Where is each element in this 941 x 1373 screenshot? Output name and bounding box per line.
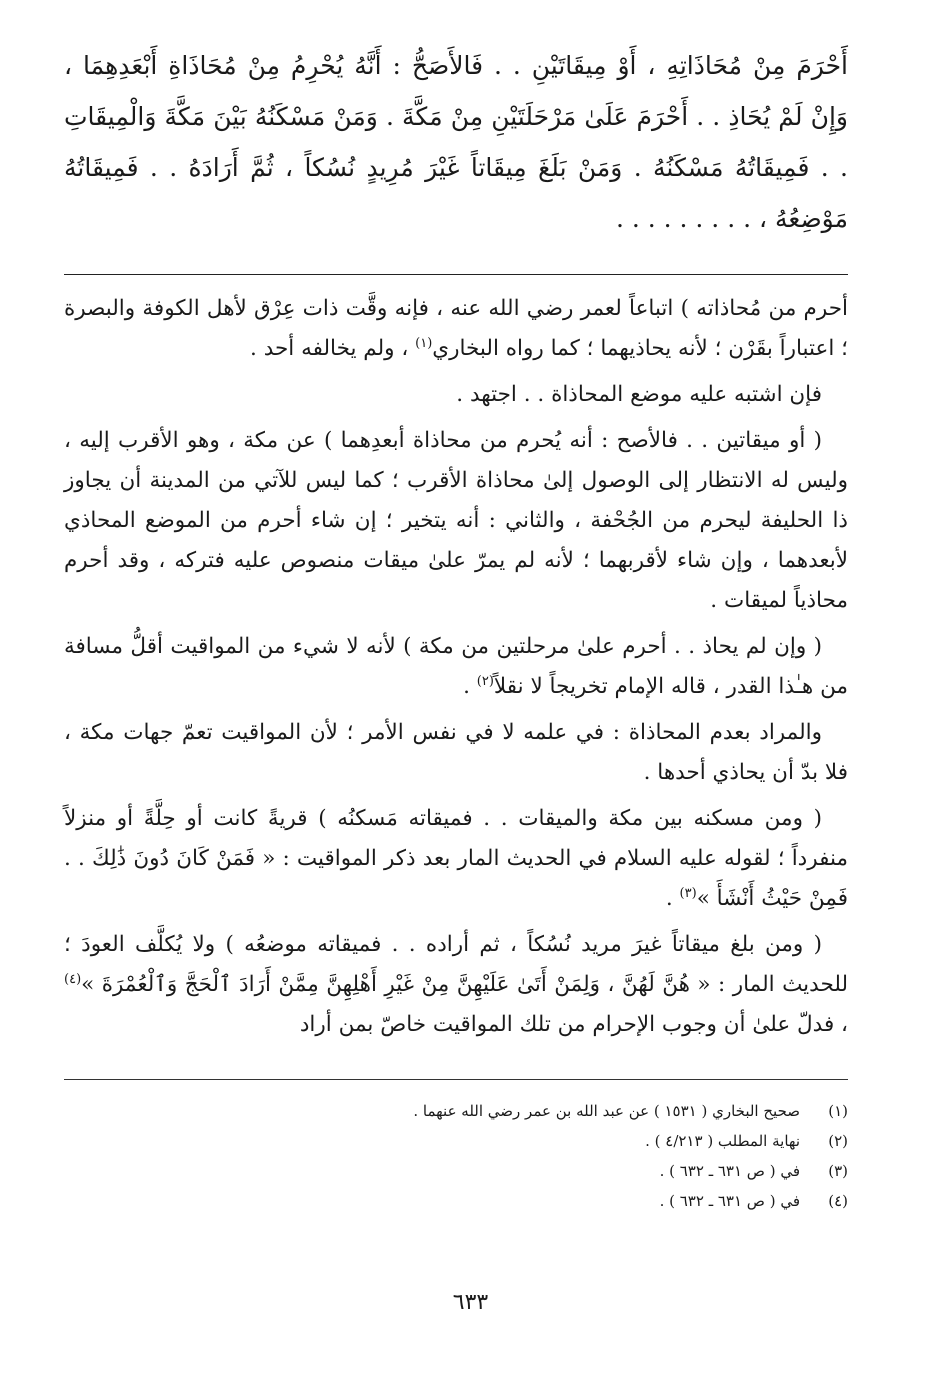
paragraph-tail: . <box>463 674 477 699</box>
footnote-text: في ( ص ٦٣١ ـ ٦٣٢ ) . <box>659 1192 800 1210</box>
commentary-paragraph <box>64 421 848 621</box>
paragraph-text: أحرم من مُحاذاته ) اتباعاً لعمر رضي الله عنه ، فإنه وقَّت ذات عِرْق لأهل الكوفة والبصرة ؛ اعتباراً بقَرْن ؛ لأنه يحاذيهما ؛ كما رواه البخاري <box>64 296 848 361</box>
footnote-number: (١) <box>828 1102 848 1120</box>
footnote-text: صحيح البخاري ( ١٥٣١ ) عن عبد الله بن عمر رضي الله عنهما . <box>413 1102 800 1120</box>
footnote-separator <box>64 1079 848 1080</box>
paragraph-text: والمراد بعدم المحاذاة : في علمه لا في نفس الأمر ؛ لأن المواقيت تعمّ جهات مكة ، فلا بدّ أن يحاذي أحدها . <box>64 720 848 785</box>
footnote-item <box>64 1126 848 1156</box>
matn-text: أَحْرَمَ مِنْ مُحَاذَاتِهِ ، أَوْ مِيقَاتَيْنِ . . فَالأَصَحُّ : أَنَّهُ يُحْرِمُ مِنْ مُحَاذَاةِ أَبْعَدِهِمَا ، وَإِنْ لَمْ يُحَاذِ . . أَحْرَمَ عَلَىٰ مَرْحَلَتَيْنِ مِنْ مَكَّةَ . وَمَنْ مَسْكَنُهُ بَيْنَ مَكَّةَ وَالْمِيقَاتِ . . فَمِيقَاتُهُ مَسْكَنُهُ . وَمَنْ بَلَغَ مِيقَاتاً غَيْرَ مُرِيدٍ نُسُكاً ، ثُمَّ أَرَادَهُ . . فَمِيقَاتُهُ مَوْضِعُهُ ، . . . . . . . . . <box>64 51 848 233</box>
footnote-ref[interactable]: (١) <box>415 335 433 351</box>
footnote-number: (٤) <box>828 1192 848 1210</box>
page-body <box>64 40 848 1216</box>
footnote-ref[interactable]: (٢) <box>476 673 494 689</box>
commentary-paragraph <box>64 627 848 707</box>
paragraph-tail: . <box>665 886 680 911</box>
commentary <box>64 289 848 1045</box>
footnote-item <box>64 1186 848 1216</box>
commentary-paragraph <box>64 799 848 919</box>
footnote-ref[interactable]: (٤) <box>64 971 82 987</box>
commentary-paragraph <box>64 289 848 369</box>
paragraph-text: ( وإن لم يحاذ . . أحرم علىٰ مرحلتين من مكة ) لأنه لا شيء من المواقيت أقلُّ مسافة من هـٰذا القدر ، قاله الإمام تخريجاً لا نقلاً <box>64 634 848 699</box>
commentary-paragraph <box>64 375 848 415</box>
footnote-item <box>64 1156 848 1186</box>
paragraph-tail: ، ولم يخالفه أحد . <box>250 336 416 361</box>
footnotes <box>64 1096 848 1216</box>
paragraph-text: ( ومن بلغ ميقاتاً غيرَ مريد نُسُكاً ، ثم أراده . . فميقاته موضعُه ) ولا يُكلَّف العودَ ؛ للحديث المار : « هُنَّ لَهُنَّ ، وَلِمَنْ أَتَىٰ عَلَيْهِنَّ مِنْ غَيْرِ أَهْلِهِنَّ مِمَّنْ أَرَادَ ٱلْحَجَّ وَٱلْعُمْرَةَ » <box>64 932 848 997</box>
footnote-number: (٢) <box>828 1132 848 1150</box>
commentary-paragraph <box>64 925 848 1045</box>
footnote-ref[interactable]: (٣) <box>679 885 697 901</box>
footnote-item <box>64 1096 848 1126</box>
footnote-number: (٣) <box>828 1162 848 1180</box>
separator-rule <box>64 274 848 275</box>
footnote-text: في ( ص ٦٣١ ـ ٦٣٢ ) . <box>659 1162 800 1180</box>
footnote-text: نهاية المطلب ( ٤/٢١٣ ) . <box>645 1132 800 1150</box>
page-number: ٦٣٣ <box>452 1290 489 1315</box>
paragraph-text: ( ومن مسكنه بين مكة والميقات . . فميقاته مَسكنُه ) قريةً كانت أو حِلَّةً أو منزلاً منفرداً ؛ لقوله عليه السلام في الحديث المار بعد ذكر المواقيت : « فَمَنْ كَانَ دُونَ ذَٰلِكَ . . فَمِنْ حَيْثُ أَنْشَأَ » <box>64 806 848 911</box>
paragraph-text: فإن اشتبه عليه موضع المحاذاة . . اجتهد . <box>456 382 822 407</box>
commentary-paragraph <box>64 713 848 793</box>
paragraph-tail: ، فدلّ علىٰ أن وجوب الإحرام من تلك المواقيت خاصّ بمن أراد <box>299 1012 848 1037</box>
paragraph-text: ( أو ميقاتين . . فالأصح : أنه يُحرم من محاذاة أبعدِهما ) عن مكة ، وهو الأقرب إليه ، وليس له الانتظار إلى الوصول إلىٰ محاذاة الأقرب ؛ كما ليس للآتي من المدينة أن يجاوز ذا الحليفة ليحرم من الجُحْفة ، والثاني : أنه يتخير ؛ إن شاء أحرم من الموضع المحاذي لأبعدهما ، وإن شاء لأقربهما ؛ لأنه لم يمرّ علىٰ ميقات منصوص عليه فتركه ، وقد أحرم محاذياً لميقات . <box>64 428 848 613</box>
